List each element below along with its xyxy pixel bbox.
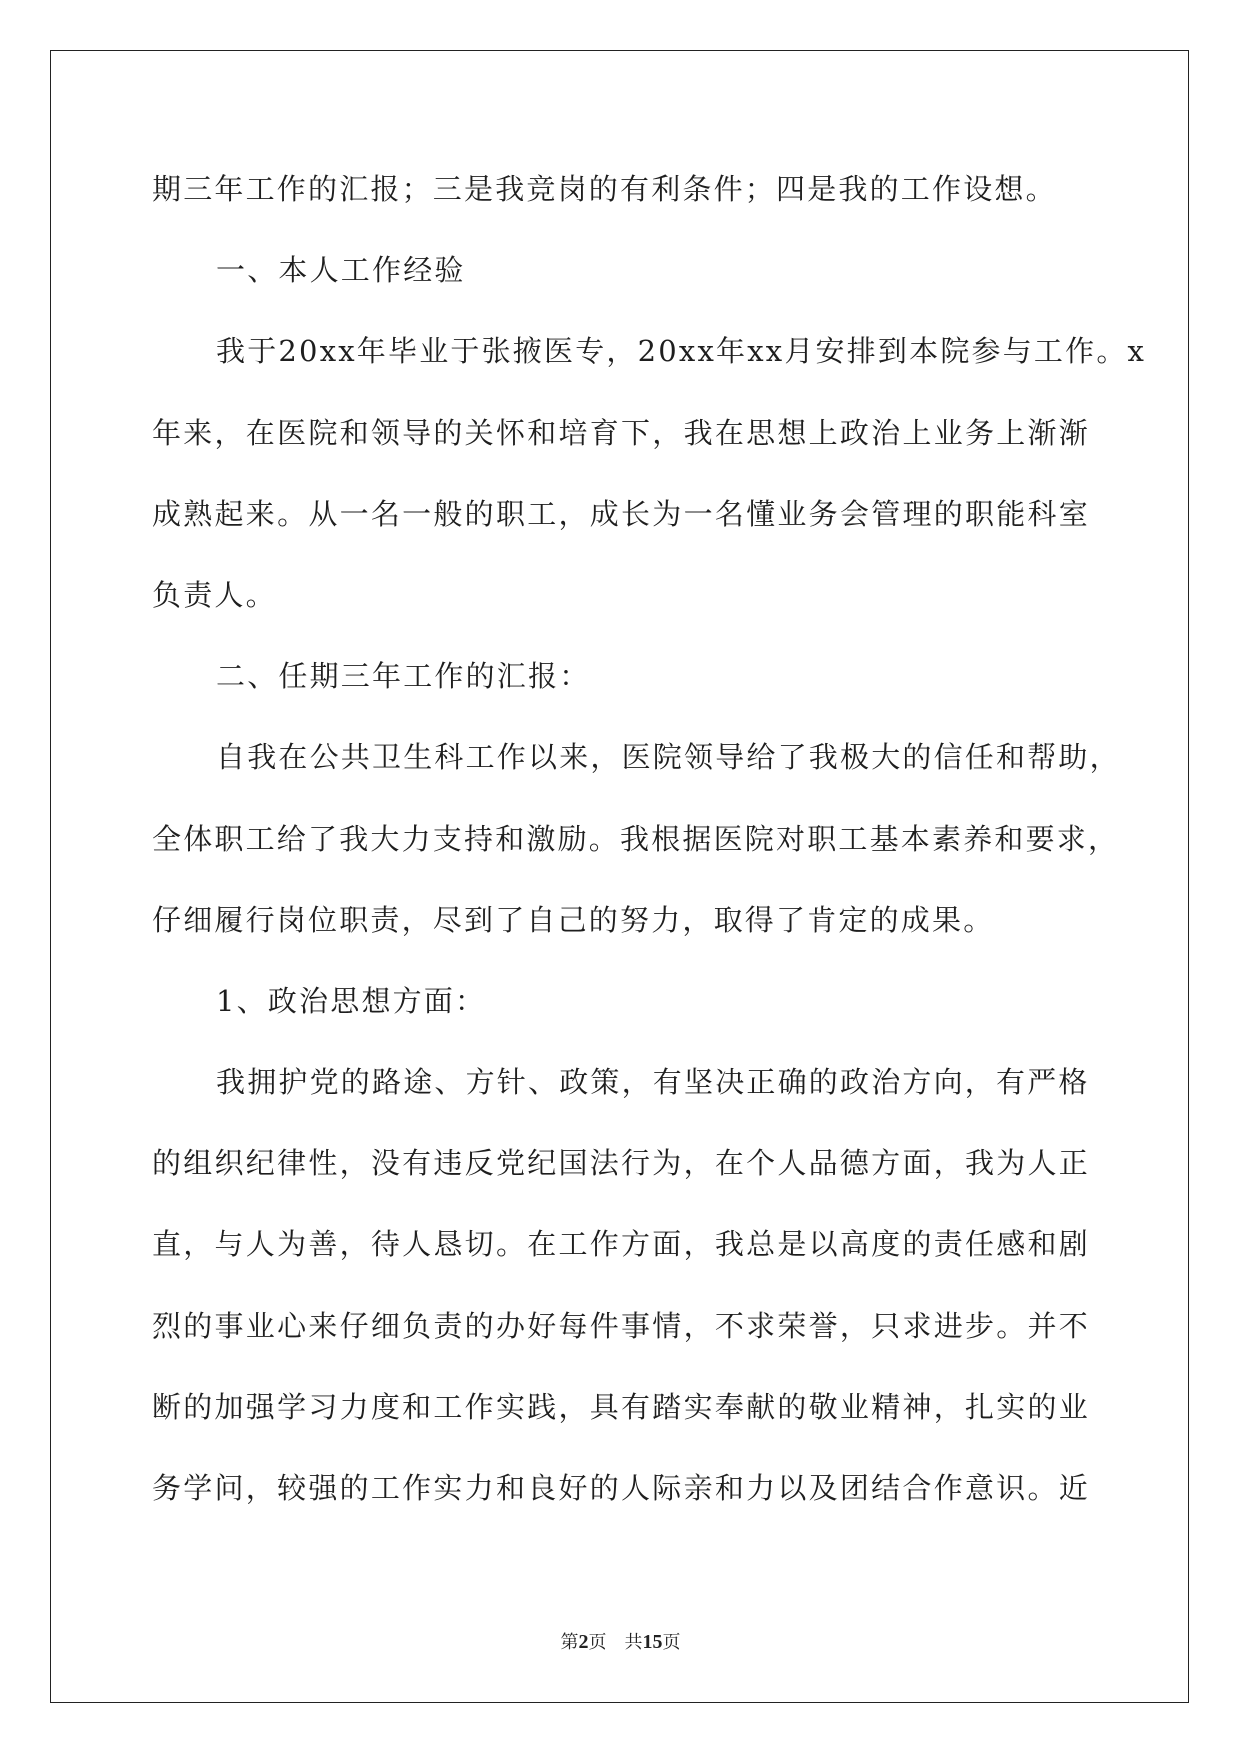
text-line: 成熟起来。从一名一般的职工，成长为一名懂业务会管理的职能科室 bbox=[152, 496, 1090, 531]
text-line: 我于20xx年毕业于张掖医专，20xx年xx月安排到本院参与工作。x bbox=[216, 334, 1147, 369]
page-footer bbox=[0, 1628, 1241, 1654]
text-line: 务学问，较强的工作实力和良好的人际亲和力以及团结合作意识。近 bbox=[152, 1471, 1090, 1505]
total-prefix: 共 bbox=[624, 1632, 643, 1653]
text-line: 直，与人为善，待人恳切。在工作方面，我总是以高度的责任感和剧 bbox=[152, 1227, 1090, 1262]
text-line: 负责人。 bbox=[152, 577, 277, 612]
section-heading: 一、本人工作经验 bbox=[216, 253, 466, 288]
text-line: 的组织纪律性，没有违反党纪国法行为，在个人品德方面，我为人正 bbox=[152, 1146, 1090, 1181]
page-number: 2 bbox=[578, 1631, 589, 1653]
page-suffix: 页 bbox=[588, 1632, 607, 1653]
text-line: 我拥护党的路途、方针、政策，有坚决正确的政治方向，有严格 bbox=[216, 1065, 1090, 1100]
document-body bbox=[152, 160, 1147, 1540]
total-pages: 15 bbox=[642, 1631, 663, 1653]
total-suffix: 页 bbox=[662, 1632, 681, 1653]
text-line: 全体职工给了我大力支持和激励。我根据医院对职工基本素养和要求， bbox=[152, 821, 1120, 856]
text-line: 自我在公共卫生科工作以来，医院领导给了我极大的信任和帮助， bbox=[216, 740, 1121, 775]
text-line: 仔细履行岗位职责，尽到了自己的努力，取得了肯定的成果。 bbox=[152, 902, 995, 937]
text-line: 断的加强学习力度和工作实践，具有踏实奉献的敬业精神，扎实的业 bbox=[152, 1389, 1090, 1424]
section-heading: 二、任期三年工作的汇报： bbox=[216, 659, 591, 694]
page-prefix: 第 bbox=[560, 1632, 579, 1653]
subsection-heading: 1、政治思想方面： bbox=[216, 983, 487, 1018]
text-line: 年来，在医院和领导的关怀和培育下，我在思想上政治上业务上渐渐 bbox=[152, 415, 1090, 450]
text-line: 期三年工作的汇报；三是我竞岗的有利条件；四是我的工作设想。 bbox=[152, 172, 1057, 206]
text-line: 烈的事业心来仔细负责的办好每件事情，不求荣誉，只求进步。并不 bbox=[152, 1308, 1090, 1343]
